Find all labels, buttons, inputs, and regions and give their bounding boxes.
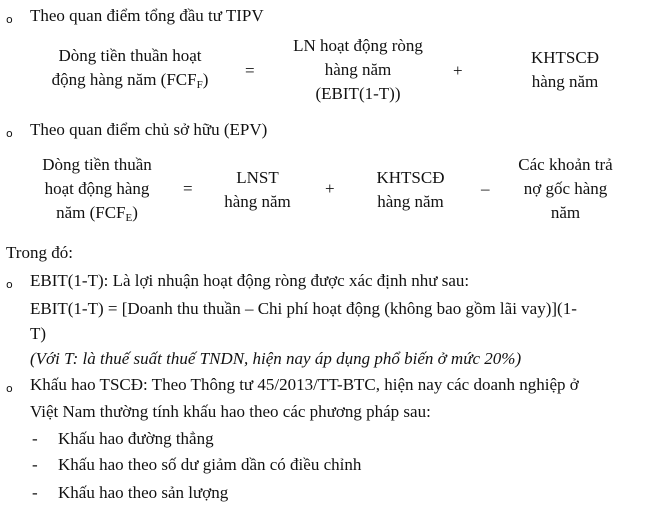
bullet-marker: o [6,382,13,395]
epv-term2-line1: KHTSCĐ [376,168,445,187]
tipv-lhs-line2: động hàng năm $(FCF_F)$ [51,70,209,91]
fcf-subscript: F [196,79,203,91]
epv-term-debt [508,155,623,223]
tipv-term1-line2: hàng năm [324,60,392,79]
epv-term2-line2: hàng năm [377,192,444,211]
tipv-lhs [30,46,230,90]
list-dash: - [32,483,38,502]
epv-term3-line1: Các khoản trả [518,155,613,174]
tipv-heading: Theo quan điểm tổng đầu tư TIPV [30,6,264,25]
tipv-term2-line2: hàng năm [531,72,599,91]
epv-term3-line3: năm [550,203,581,222]
list-item-straight-line: Khấu hao đường thẳng [58,429,214,448]
list-dash: - [32,429,38,448]
tipv-lhs-line1: Dòng tiền thuần hoạt [58,46,202,65]
bullet-marker: o [6,278,13,291]
epv-term-lnst [210,168,305,212]
epv-term-khtscd [358,168,463,212]
tipv-term-ebit [278,36,438,104]
depreciation-line1: Khấu hao TSCĐ: Theo Thông tư 45/2013/TT-BTC, hiện nay các doanh nghiệp ở [30,375,579,394]
epv-equals-sign: = [183,179,193,198]
bullet-marker: o [6,127,13,140]
ebit-formula-line2: T) [30,324,47,343]
tipv-plus-sign: + [453,61,463,80]
ebit-definition: EBIT(1-T): Là lợi nhuận hoạt động ròng được xác định như sau: [30,271,470,290]
tipv-equals-sign: = [245,61,255,80]
tipv-term1-line3: (EBIT(1-T)) [315,84,401,103]
list-item-units-of-production: Khấu hao theo sản lượng [58,483,229,502]
tipv-term2-line1: KHTSCĐ [530,48,599,67]
epv-lhs [22,155,172,223]
ebit-formula-line1: EBIT(1-T) = [Doanh thu thuần – Chi phí hoạt động (không bao gồm lãi vay)](1- [30,299,577,318]
epv-lhs-line2: hoạt động hàng [44,179,150,198]
bullet-marker: o [6,13,13,26]
fcf-subscript: E [125,212,133,224]
list-dash: - [32,455,38,474]
tipv-term1-line1: LN hoạt động ròng [293,36,423,55]
epv-lhs-line1: Dòng tiền thuần [42,155,152,174]
tax-rate-note: (Với T: là thuế suất thuế TNDN, hiện nay áp dụng phổ biến ở mức 20%) [30,349,522,368]
list-item-declining-balance: Khấu hao theo số dư giảm dần có điều chỉnh [58,455,362,474]
epv-heading: Theo quan điểm chủ sở hữu (EPV) [30,120,268,139]
epv-term3-line2: nợ gốc hàng [523,179,608,198]
epv-minus-sign: – [481,179,490,198]
tipv-term-khtscd [510,48,620,92]
epv-term1-line2: hàng năm [224,192,291,211]
epv-term1-line1: LNST [236,168,279,187]
epv-plus-sign: + [325,179,335,198]
depreciation-line2: Việt Nam thường tính khấu hao theo các phương pháp sau: [30,402,431,421]
epv-lhs-line3: năm $(FCF_E)$ [56,203,138,224]
notes-intro: Trong đó: [6,243,73,262]
